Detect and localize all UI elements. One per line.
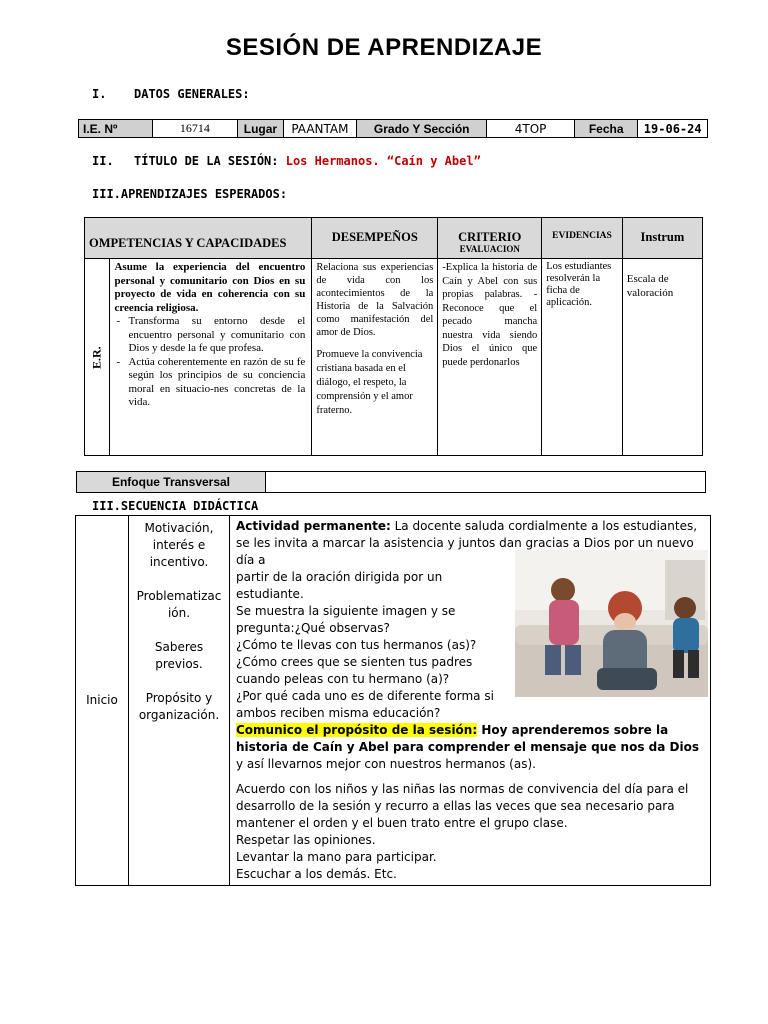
ie-label: I.E. Nº <box>79 120 153 138</box>
session-title: Los Hermanos. “Caín y Abel” <box>285 154 481 168</box>
proceso-item: Motivación, interés e incentivo. <box>144 521 214 569</box>
enfoque-label: Enfoque Transversal <box>77 472 266 493</box>
fecha-label: Fecha <box>574 120 638 138</box>
text-line: ¿Cómo te llevas con tus hermanos (as)? <box>236 638 477 652</box>
proposito-rest: y así llevarnos mejor con nuestros hermanos (as). <box>236 757 536 771</box>
norma-item: Levantar la mano para participar. <box>236 850 437 864</box>
text-line: Se muestra la siguiente imagen y se <box>236 604 456 618</box>
proceso-item: Problematizac ión. <box>136 589 222 620</box>
normas-intro: Acuerdo con los niños y las niñas las normas de convivencia del día para el desarrollo de la sesión y recurro a ellas las veces que sea necesario para mantener el orden y el buen trato entre el grupo clase. <box>236 782 689 830</box>
criterio-label: CRITERIO <box>458 230 522 244</box>
ie-value: 16714 <box>152 120 238 138</box>
header-evidencias: EVIDENCIAS <box>542 218 623 259</box>
text-line: ¿Cómo crees que se sienten tus padres <box>236 655 473 669</box>
enfoque-value <box>266 472 706 493</box>
text-line: pregunta:¿Qué observas? <box>236 621 390 635</box>
actividad-text: La docente saluda cordialmente a los estudiantes, se les invita a marcar la asistencia y juntos dan gracias a Dios por un nuevo día a <box>236 519 698 567</box>
momento-cell: Inicio <box>76 516 129 886</box>
header-desempenos: DESEMPEÑOS <box>312 218 438 259</box>
section-label: TÍTULO DE LA SESIÓN: <box>134 154 279 168</box>
section-secuencia: III.SECUENCIA DIDÁCTICA <box>92 499 259 513</box>
preguntas-block <box>236 569 508 722</box>
proceso-item: Propósito y organización. <box>138 691 220 722</box>
evidencias-text: Los estudiantes resolverán la ficha de aplicación. <box>542 259 623 456</box>
capacidades-list <box>114 315 305 410</box>
lugar-label: Lugar <box>238 120 283 138</box>
desempeno-text: Relaciona sus experiencias de vida con los acontecimientos de la Historia de la Salvación como manifestación del amor de Dios. <box>316 262 434 338</box>
desempenos-cell <box>312 259 438 456</box>
competencia-cell <box>110 259 312 456</box>
proposito-bold: Hoy aprenderemos sobre la historia de Caín y Abel para comprender el mensaje que nos da Dios <box>236 723 699 754</box>
criterio-sublabel: EVALUACION <box>459 244 520 254</box>
proceso-item: Saberes previos. <box>154 640 204 671</box>
competencia-text: Asume la experiencia del encuentro personal y comunitario con Dios en su proyecto de vida en coherencia con su creencia religiosa. <box>114 261 306 314</box>
datos-table <box>78 119 708 138</box>
capacidad-item: - Transforma su entorno desde el encuentro personal y comunitario con Dios y desde la fe que profesa. <box>128 315 305 356</box>
text-line: ¿Por qué cada uno es de diferente forma si <box>236 689 494 703</box>
capacidad-item: - Actúa coherentemente en razón de su fe según los principios de su conciencia moral en situacio-nes concretas de la vida. <box>128 356 305 410</box>
grado-value: 4TOP <box>487 120 575 138</box>
text-line: partir de la oración dirigida por un <box>236 570 443 584</box>
norma-item: Respetar las opiniones. <box>236 833 376 847</box>
procesos-cell <box>129 516 230 886</box>
aprendizajes-table <box>84 217 703 456</box>
header-competencias: OMPETENCIAS Y CAPACIDADES <box>85 218 312 259</box>
desempeno-text: Promueve la convivencia cristiana basada en el diálogo, el respeto, la comprensión y el amor fraterno. <box>316 349 423 416</box>
area-cell <box>85 259 110 456</box>
criterio-text: -Explica la historia de Caín y Abel con sus propias palabras. -Reconoce que el pecado mancha nuestra vida siendo Dios el único que puede perdonarlos <box>438 259 542 456</box>
section-number: I. <box>92 87 107 101</box>
section-label: DATOS GENERALES: <box>134 87 250 101</box>
header-criterio <box>438 218 542 259</box>
actividad-label: Actividad permanente: <box>236 519 391 533</box>
family-photo-illustration <box>515 550 708 697</box>
page-title: SESIÓN DE APRENDIZAJE <box>225 34 543 61</box>
instrumento-text: Escala de valoración <box>622 259 702 456</box>
text-line: cuando peleas con tu hermano (a)? <box>236 672 450 686</box>
text-line: ambos reciben misma educación? <box>236 706 441 720</box>
section-number: II. <box>92 154 114 168</box>
enfoque-table <box>76 471 706 493</box>
area-label: E.R. <box>89 346 104 370</box>
norma-item: Escuchar a los demás. Etc. <box>236 867 397 881</box>
proposito-label: Comunico el propósito de la sesión: <box>236 723 478 737</box>
grado-label: Grado Y Sección <box>357 120 487 138</box>
section-aprendizajes: III.APRENDIZAJES ESPERADOS: <box>92 187 288 201</box>
section-datos-generales <box>92 87 250 101</box>
section-titulo <box>92 154 481 168</box>
text-line: estudiante. <box>236 587 304 601</box>
header-instrum: Instrum <box>622 218 702 259</box>
family-photo <box>515 550 708 697</box>
proposito-block <box>236 722 704 773</box>
lugar-value: PAANTAM <box>283 120 357 138</box>
fecha-value: 19-06-24 <box>638 120 708 138</box>
